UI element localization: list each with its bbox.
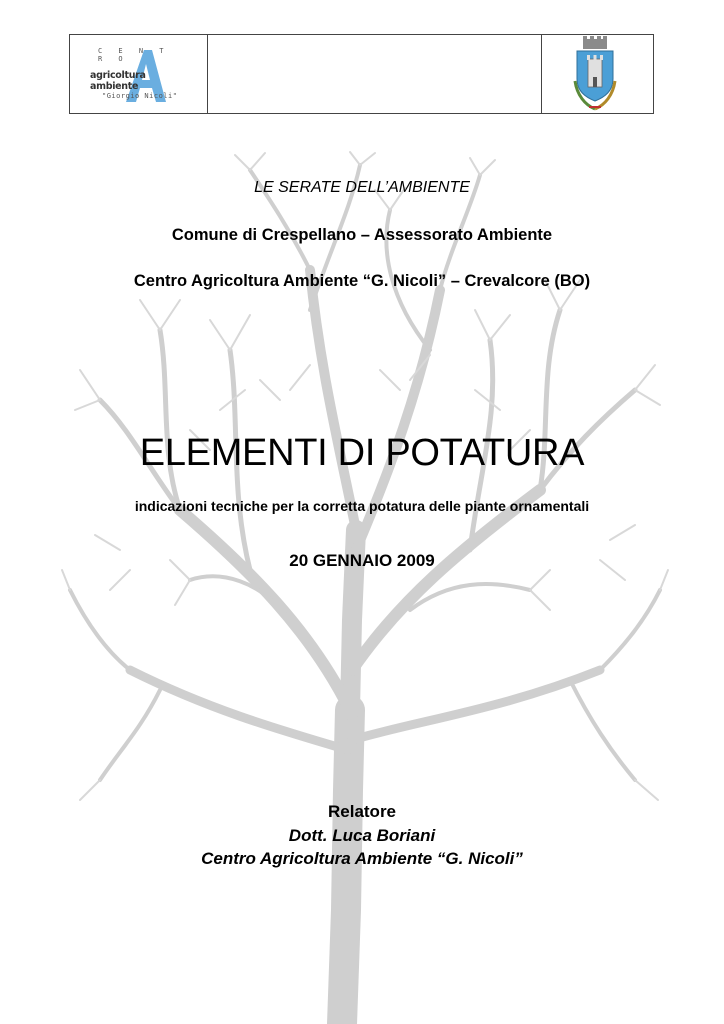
- header-crest-cell: [542, 35, 653, 113]
- municipal-coat-of-arms-icon: [569, 35, 621, 111]
- logo-main-text: agricoltura ambiente: [90, 70, 146, 92]
- series-title: LE SERATE DELL’AMBIENTE: [254, 179, 470, 196]
- document-subtitle: indicazioni tecniche per la corretta potatura delle piante ornamentali: [134, 498, 590, 514]
- logo-top-text: C E N T R O: [98, 47, 170, 63]
- speaker-name: Dott. Luca Boriani: [288, 826, 436, 845]
- header-table: [69, 34, 654, 114]
- speaker-label: Relatore: [327, 802, 397, 821]
- logo-sub-text: "Giorgio Nicoli": [102, 92, 178, 100]
- organizer-centro: Centro Agricoltura Ambiente “G. Nicoli” – Crevalcore (BO): [133, 272, 591, 290]
- header-logo-cell: [70, 35, 208, 113]
- speaker-organization: Centro Agricoltura Ambiente “G. Nicoli”: [201, 849, 523, 868]
- event-date: 20 GENNAIO 2009: [289, 551, 435, 570]
- document-title: ELEMENTI DI POTATURA: [139, 432, 585, 474]
- centro-agricoltura-ambiente-logo: [88, 44, 188, 106]
- organizer-comune: Comune di Crespellano – Assessorato Ambiente: [171, 226, 553, 244]
- header-empty-cell: [208, 35, 542, 113]
